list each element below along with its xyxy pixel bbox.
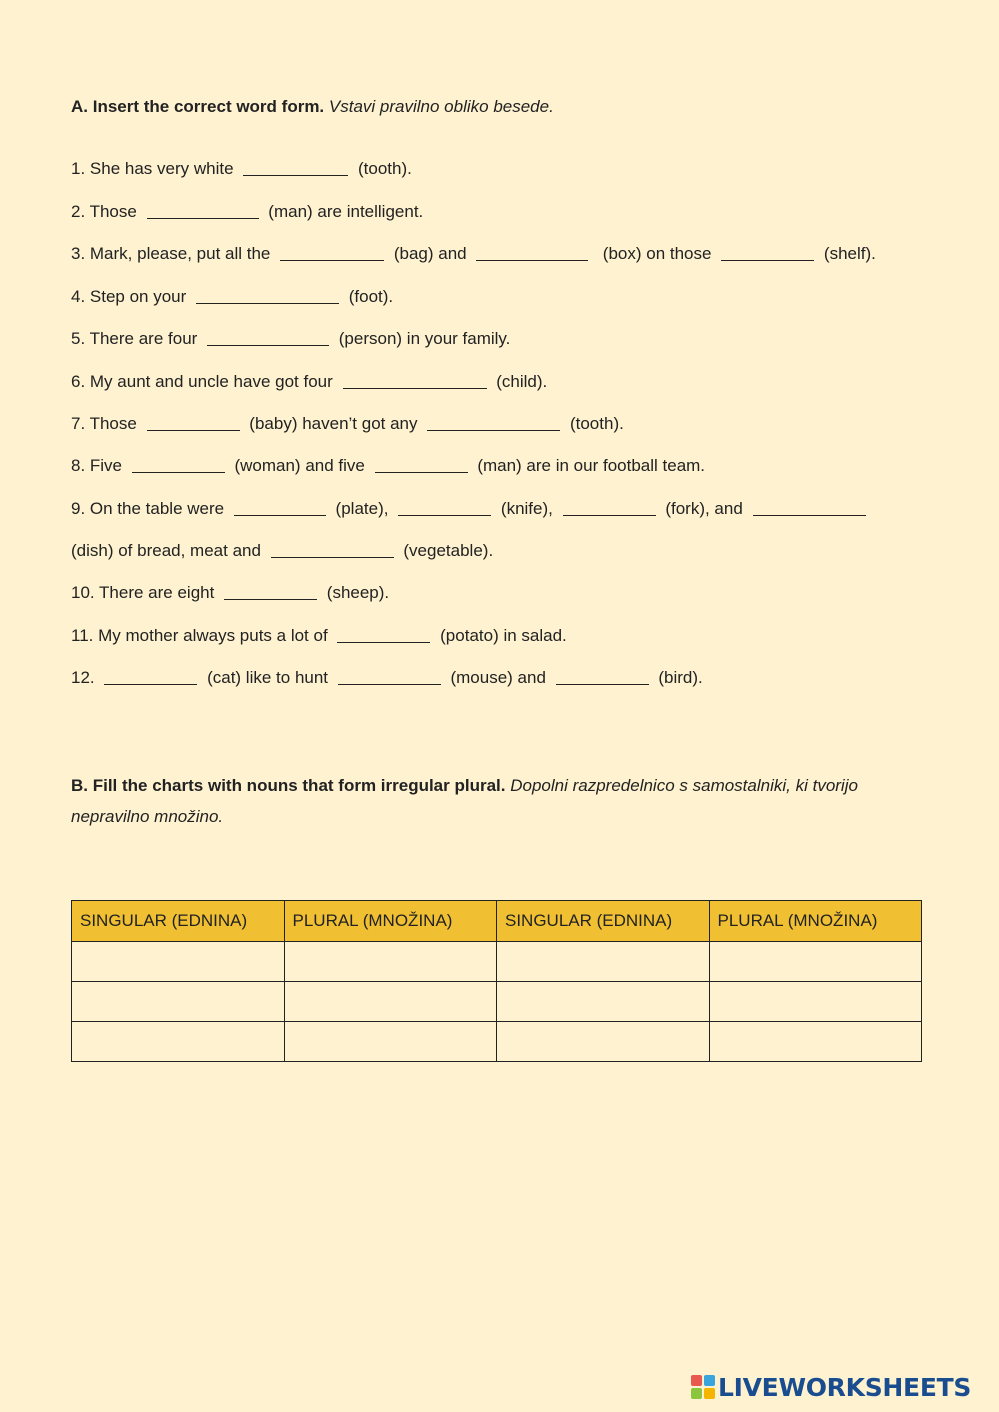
answer-blank[interactable] [207, 328, 329, 346]
exercise-sentence [71, 412, 624, 436]
sentence-text: (shelf). [819, 244, 876, 263]
sentence-text: 6. My aunt and uncle have got four [71, 372, 338, 391]
chart-row [72, 1022, 922, 1062]
chart-cell[interactable] [72, 982, 285, 1022]
sentence-text: (cat) like to hunt [202, 668, 333, 687]
sentence-text: (bag) and [389, 244, 472, 263]
answer-blank[interactable] [375, 455, 468, 473]
exercise-sentence [71, 200, 423, 224]
answer-blank[interactable] [753, 498, 866, 516]
answer-blank[interactable] [234, 498, 326, 516]
sentence-text: (mouse) and [445, 668, 551, 687]
sentence-text: 8. Five [71, 456, 127, 475]
chart-cell[interactable] [497, 982, 710, 1022]
answer-blank[interactable] [147, 413, 240, 431]
chart-header-row [72, 901, 922, 942]
section-b-title: B. Fill the charts with nouns that form irregular plural. [71, 776, 506, 795]
answer-blank[interactable] [721, 243, 814, 261]
chart-row [72, 982, 922, 1022]
exercise-sentence [71, 624, 567, 648]
chart-header-plural-2: PLURAL (MNOŽINA) [709, 901, 922, 942]
chart-cell[interactable] [497, 1022, 710, 1062]
sentence-text: (foot). [344, 287, 394, 306]
liveworksheets-logo-text: LIVEWORKSHEETS [718, 1372, 972, 1402]
exercise-sentence [71, 285, 393, 309]
chart-cell[interactable] [709, 982, 922, 1022]
sentence-text: 11. My mother always puts a lot of [71, 626, 333, 645]
answer-blank[interactable] [196, 286, 339, 304]
exercise-sentence [71, 539, 493, 563]
sentence-text: (man) are in our football team. [472, 456, 706, 475]
plural-chart [71, 900, 922, 1062]
exercise-sentence [71, 327, 510, 351]
chart-cell[interactable] [72, 942, 285, 982]
chart-header-plural-1: PLURAL (MNOŽINA) [284, 901, 497, 942]
exercise-sentence [71, 666, 703, 690]
sentence-text: (tooth). [353, 159, 412, 178]
chart-cell[interactable] [709, 942, 922, 982]
sentence-text: 2. Those [71, 202, 142, 221]
sentence-text: 4. Step on your [71, 287, 192, 306]
sentence-text: 5. There are four [71, 329, 203, 348]
exercise-sentence [71, 454, 705, 478]
answer-blank[interactable] [427, 413, 560, 431]
answer-blank[interactable] [104, 667, 197, 685]
section-a-title: A. Insert the correct word form. [71, 97, 325, 116]
exercise-sentence [71, 157, 412, 181]
sentence-text: (knife), [496, 499, 558, 518]
sentence-text: 12. [71, 668, 100, 687]
answer-blank[interactable] [337, 625, 430, 643]
chart-header-singular-1: SINGULAR (EDNINA) [72, 901, 285, 942]
answer-blank[interactable] [132, 455, 225, 473]
section-a-subtitle: Vstavi pravilno obliko besede. [328, 97, 554, 116]
sentence-text: (vegetable). [398, 541, 494, 560]
answer-blank[interactable] [476, 243, 588, 261]
sentence-text: 10. There are eight [71, 583, 220, 602]
answer-blank[interactable] [271, 540, 394, 558]
answer-blank[interactable] [224, 582, 317, 600]
answer-blank[interactable] [343, 371, 487, 389]
sentence-text: (baby) haven’t got any [244, 414, 423, 433]
chart-cell[interactable] [497, 942, 710, 982]
section-b-subtitle: Dopolni razpredelnico s samostalniki, ki tvorijo nepravilno množino. [71, 776, 858, 826]
answer-blank[interactable] [556, 667, 649, 685]
sentence-text: 3. Mark, please, put all the [71, 244, 276, 263]
answer-blank[interactable] [398, 498, 491, 516]
answer-blank[interactable] [280, 243, 384, 261]
exercise-sentence [71, 581, 389, 605]
sentence-text: 1. She has very white [71, 159, 239, 178]
sentence-text: 9. On the table were [71, 499, 229, 518]
exercise-sentence [71, 242, 876, 266]
sentence-text: (box) on those [593, 244, 717, 263]
answer-blank[interactable] [243, 158, 348, 176]
chart-cell[interactable] [284, 982, 497, 1022]
chart-row [72, 942, 922, 982]
sentence-text: (potato) in salad. [435, 626, 567, 645]
chart-cell[interactable] [709, 1022, 922, 1062]
sentence-text: 7. Those [71, 414, 142, 433]
answer-blank[interactable] [563, 498, 656, 516]
chart-cell[interactable] [284, 1022, 497, 1062]
exercise-sentence [71, 370, 547, 394]
chart-cell[interactable] [284, 942, 497, 982]
answer-blank[interactable] [338, 667, 441, 685]
chart-header-singular-2: SINGULAR (EDNINA) [497, 901, 710, 942]
answer-blank[interactable] [147, 201, 259, 219]
section-a-heading [71, 91, 941, 122]
section-b-heading [71, 770, 941, 832]
exercise-sentence [71, 497, 871, 521]
sentence-text: (plate), [330, 499, 394, 518]
sentence-text: (man) are intelligent. [263, 202, 424, 221]
sentence-text: (fork), and [660, 499, 748, 518]
liveworksheets-logo-icon [691, 1375, 715, 1399]
chart-cell[interactable] [72, 1022, 285, 1062]
sentence-text: (person) in your family. [334, 329, 511, 348]
sentence-text: (tooth). [565, 414, 624, 433]
sentence-text: (sheep). [322, 583, 390, 602]
liveworksheets-logo [691, 1372, 971, 1402]
sentence-text: (dish) of bread, meat and [71, 541, 266, 560]
sentence-text: (bird). [653, 668, 703, 687]
sentence-text: (child). [491, 372, 548, 391]
sentence-text: (woman) and five [229, 456, 370, 475]
